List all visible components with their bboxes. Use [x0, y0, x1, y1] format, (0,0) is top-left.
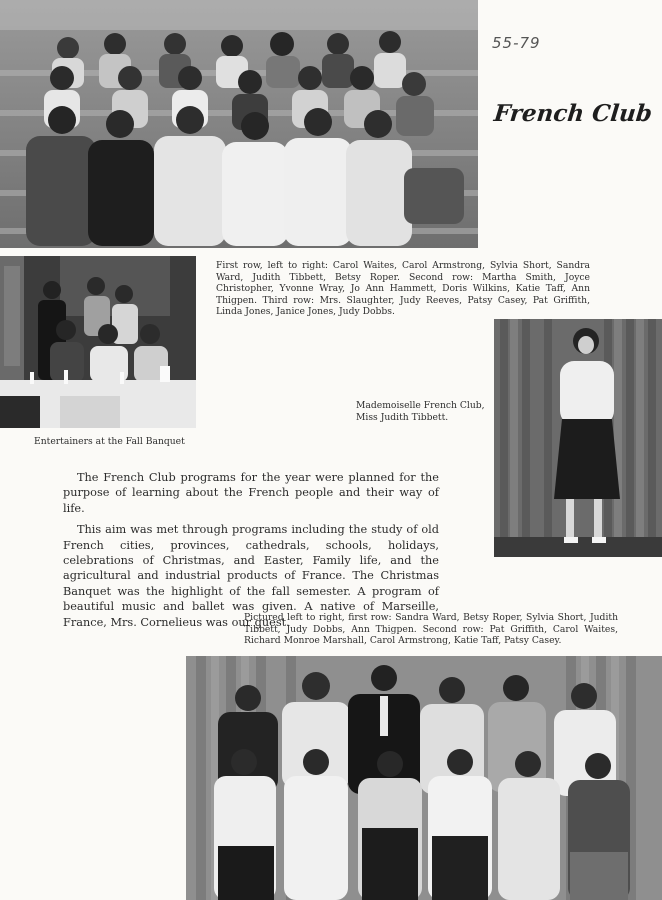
mademoiselle-caption-line2: Miss Judith Tibbett.	[356, 412, 449, 423]
article-paragraph-2: This aim was met through programs including the study of old French cities, provinces, cathedrals, schools, holidays, celebrations of Christmas, and Easter, Family life, and the agricultural and industrial products of France. The Christmas Banquet was the highlight of the fall semester. A program of beautiful music and ballet was given. A native of Marseille, France, Mrs. Cornelieus was our guest.	[63, 523, 439, 629]
group-photo-caption: First row, left to right: Carol Waites, Carol Armstrong, Sylvia Short, Sandra Ward, Judith Tibbett, Betsy Roper. Second row: Martha Smith, Joyce Christopher, Yvonne Wray, Jo Ann Hammett, Doris Wilkins, Katie Taff, Ann Thigpen. Third row: Mrs. Slaughter, Judy Reeves, Patsy Casey, Pat Griffith, Linda Jones, Janice Jones, Judy Dobbs.	[216, 260, 590, 318]
handwritten-page-note: 55-79	[492, 34, 541, 52]
banquet-photo-caption: Entertainers at the Fall Banquet	[34, 436, 185, 447]
mademoiselle-caption-line1: Mademoiselle French Club,	[356, 400, 485, 411]
bottom-group-photo	[186, 656, 662, 900]
article-paragraph-1: The French Club programs for the year were planned for the purpose of learning about the French people and their way of life.	[63, 471, 439, 515]
group-photo	[0, 0, 478, 248]
bottom-photo-caption: Pictured left to right, first row: Sandra Ward, Betsy Roper, Sylvia Short, Judith Tibbett, Judy Dobbs, Ann Thigpen. Second row: Pat Griffith, Carol Waites, Richard Monroe Marshall, Carol Armstrong, Katie Taff, Patsy Casey.	[244, 612, 618, 647]
page-title: French Club	[492, 100, 654, 127]
banquet-photo	[0, 256, 196, 428]
mademoiselle-photo	[494, 319, 662, 557]
